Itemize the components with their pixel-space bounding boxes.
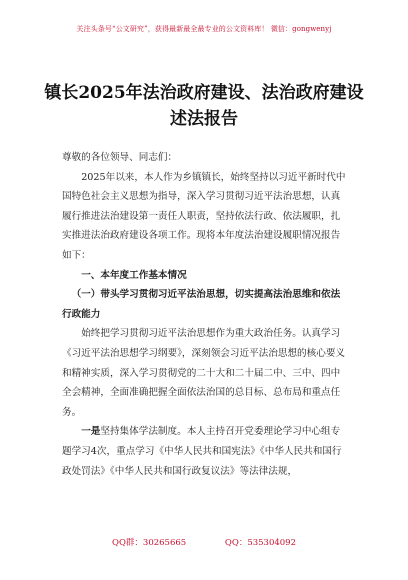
section-heading: 一、本年度工作基本情况 [81, 269, 187, 281]
body-paragraph-2 [62, 422, 346, 481]
promo-header: 关注头条号“公文研究”，获得最新最全最专业的公文资料库！ 微信：gongwenyj [76, 25, 332, 33]
subsection-heading: （一）带头学习贯彻习近平法治思想，切实提高法治思维和依法行政能力 [62, 289, 341, 320]
paragraph-lead: 一是 [81, 426, 101, 438]
qq-group-text: QQ群：30265665 [111, 538, 187, 548]
intro-paragraph: 2025年以来，本人作为乡镇镇长，始终坚持以习近平新时代中国特色社会主义思想为指导，深入学习贯彻习近平法治思想，认真履行推进法治建设第一责任人职责，坚持依法行政、依法履职，扎实推进法治政府建设各项工作。现将本年度法治建设履职情况报告如下： [62, 171, 346, 261]
document-body [62, 148, 346, 481]
qq-text: QQ：535304092 [224, 538, 296, 548]
salutation: 尊敬的各位领导、同志们： [62, 152, 178, 163]
contact-footer [0, 536, 408, 548]
body-paragraph-1: 始终把学习贯彻习近平法治思想作为重大政治任务。认真学习《习近平法治思想学习纲要》，深刻领会习近平法治思想的核心要义和精神实质，深入学习贯彻党的二十大和二十届二中、三中、四中全会精神，全面准确把握全面依法治国的总目标、总布局和重点任务。 [62, 328, 346, 418]
document-title: 镇长2025年法治政府建设、法治政府建设述法报告 [44, 83, 364, 129]
paragraph-text: 坚持集体学法制度。本人主持召开党委理论学习中心组专题学习4次，重点学习《中华人民共和国宪法》《中华人民共和国行政处罚法》《中华人民共和国行政复议法》等法律法规， [62, 426, 342, 477]
